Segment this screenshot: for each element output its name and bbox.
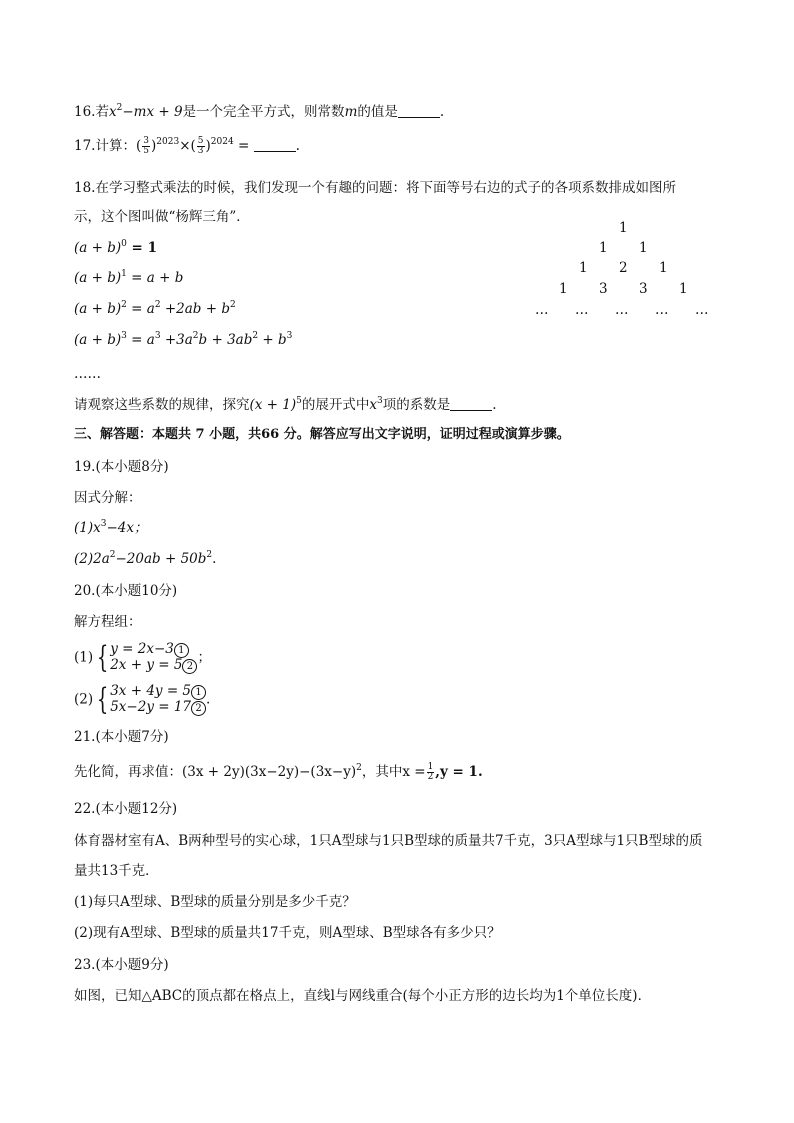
tri-r4-c1: … (575, 302, 589, 318)
question-22-line2: 量共13千克． (74, 863, 159, 879)
question-22-line1: 体育器材室有A、B两种型号的实心球，1只A型球与1只B型球的质量共7千克，3只A型球与1只B型球的质 (74, 833, 703, 849)
question-18-line1: 18.在学习整式乘法的时候，我们发现一个有趣的问题：将下面等号右边的式子的各项系数排成如图所 (74, 180, 676, 196)
answer-blank (398, 105, 440, 118)
brace: { (96, 640, 109, 675)
tri-r4-c3: … (655, 302, 669, 318)
brace: { (96, 682, 109, 717)
expansion-3: $(a + b)^3 = a^3 +3a^2b + 3ab^2 + b^3$ (74, 331, 293, 348)
tri-r4-c4: … (695, 302, 709, 318)
question-21-body: 先化简，再求值：$(3x + 2y)(3x-2y)-(3x-y)^2$，其中x = $\frac{1}{2}$ ,y = 1. (74, 762, 483, 782)
tri-r2-c2: 1 (659, 260, 668, 276)
tri-r3-c1: 3 (599, 281, 608, 297)
fraction: $\frac{3}{5}$ (143, 136, 149, 156)
question-19-part2: $(2)2a^2-20ab + 50b^2$. (74, 550, 217, 567)
question-19-prompt: 因式分解： (74, 490, 142, 506)
question-20-head: 20.(本小题10分) (74, 583, 178, 599)
tri-r1-c0: 1 (599, 240, 608, 256)
circled-number: 2 (191, 701, 206, 716)
question-22-head: 22.(本小题12分) (74, 801, 178, 817)
circled-number: 1 (191, 685, 206, 700)
circled-number: 1 (174, 643, 189, 658)
tri-r4-c0: … (535, 302, 549, 318)
expansion-2: $(a + b)^2 = a^2 +2ab + b^2$ (74, 300, 236, 317)
tri-r3-c2: 3 (639, 281, 648, 297)
answer-blank (254, 139, 296, 152)
tri-r0-c0: 1 (619, 220, 628, 236)
question-18-ask: 请观察这些系数的规律，探究$(x + 1)^5$的展开式中$x^3$项的系数是 . (74, 396, 497, 413)
question-20-system1: (1) { y = 2x−3 1 2x + y = 5 2 ； (74, 640, 211, 675)
question-19-head: 19.(本小题8分) (74, 459, 169, 475)
question-17: 17.计算：( $\frac{3}{5}$ )$^{2023}$×( $\frac{5}{3}$ )$^{2024}$ = . (74, 136, 300, 156)
tri-r4-c2: … (615, 302, 629, 318)
question-19-part1: $(1)x^3-4x$； (74, 519, 148, 536)
expansion-1: $(a + b)^1 = a + b$ (74, 269, 184, 286)
tri-r2-c0: 1 (579, 260, 588, 276)
question-20-system2: (2) { 3x + 4y = 5 1 5x−2y = 17 2 . (74, 682, 211, 717)
section-3-heading: 三、解答题：本题共 7 小题，共66 分。解答应写出文字说明，证明过程或演算步骤。 (74, 427, 570, 442)
fraction: $\frac{5}{3}$ (197, 136, 204, 156)
question-23-line1: 如图，已知△ABC的顶点都在格点上，直线l与网线重合(每个小正方形的边长均为1个单位长度)． (74, 988, 652, 1004)
question-16: 16.若$x^2-mx + 9$是一个完全平方式，则常数m的值是 . (74, 103, 445, 120)
tri-r2-c1: 2 (619, 260, 628, 276)
tri-r1-c1: 1 (639, 240, 648, 256)
tri-r3-c3: 1 (679, 281, 688, 297)
question-20-prompt: 解方程组： (74, 614, 142, 630)
answer-blank (450, 398, 492, 411)
question-23-head: 23.(本小题9分) (74, 957, 169, 973)
question-22-part2: (2)现有A型球、B型球的质量共17千克，则A型球、B型球各有多少只？ (74, 925, 501, 941)
ellipsis: …… (74, 366, 101, 382)
question-22-part1: (1)每只A型球、B型球的质量分别是多少千克？ (74, 894, 356, 910)
expansion-0: $(a + b)^0 = 1$ (74, 239, 157, 256)
question-21-head: 21.(本小题7分) (74, 729, 169, 745)
question-18-line2: 示，这个图叫做“杨辉三角”． (74, 209, 250, 225)
tri-r3-c0: 1 (559, 281, 568, 297)
circled-number: 2 (182, 659, 197, 674)
fraction: $\frac{1}{2}$ (427, 762, 434, 782)
